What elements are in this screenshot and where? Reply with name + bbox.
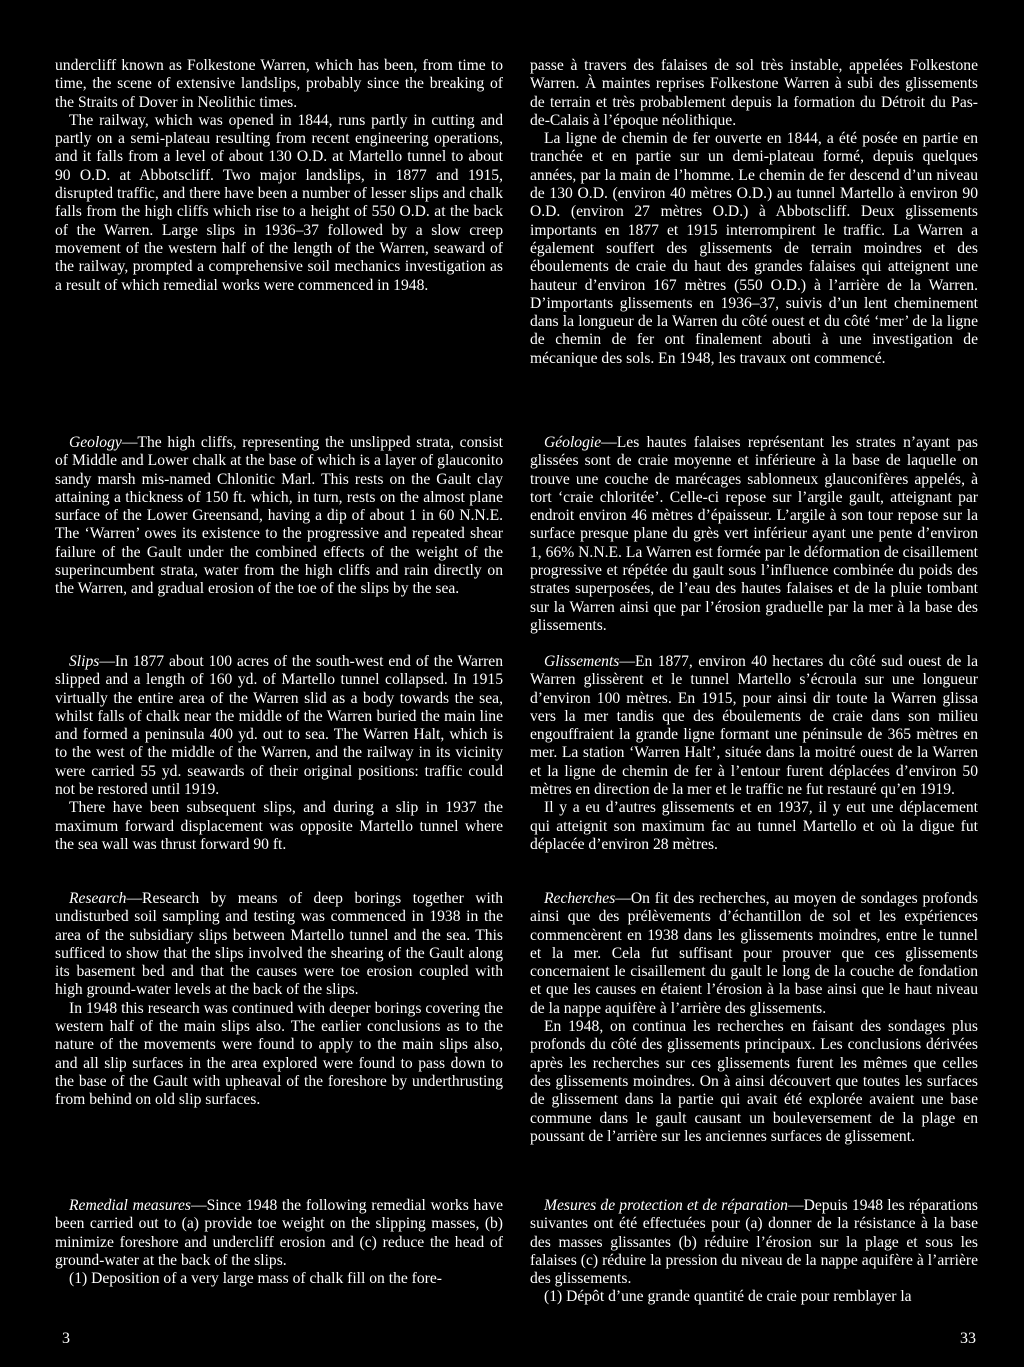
paragraph: Mesures de protection et de réparation—Depuis 1948 les réparations suivantes ont été effectuées pour (a) donner de la résistance à la base des masses glissantes (b) réduire l’érosion sur la plage et sous les falaises (c) réduire la pression du niveau de la nappe aquifère à l’arrière des glissements. [530,1197,978,1288]
section-heading: Glissements [544,653,620,670]
page-number-left: 3 [62,1330,70,1347]
geology-section-en [55,434,503,599]
paragraph: Géologie—Les hautes falaises représentant les strates n’ayant pas glissées sont de craie moyenne et inférieure à la base de laquelle on trouve une couche de marécages sablonneux glauconifères appelés, à tort ‘craie chloritée’. Celle-ci repose sur l’argile gault, atteignant par endroit environ 46 mètres d’épaisseur. L’argile à son tour repose sur la surface presque plane du grès vert inférieur ayant une pente d’environ 1, 66% N.N.E. La Warren est formée par le déformation de cisaillement progressive et répétée du gault sous l’influence combinée du poids des strates superposées, de l’eau des hautes falaises et de la pluie tombant sur la Warren ainsi que par l’érosion graduelle par la mer à la base des glissements. [530,434,978,634]
research-section-fr [530,890,978,1146]
intro-section-fr [530,57,978,368]
slips-section-fr [530,653,978,854]
paragraph: Recherches—On fit des recherches, au moyen de sondages profonds ainsi que des prélèvements d’échantillon de sol et les expériences commencèrent en 1938 dans les glissements moindres, entre le tunnel et la mer. Cela fut suffisant pour prouver que ces glissements concernaient le cisaillement du gault le long de la couche de fondation et que les causes en étaient l’érosion à la base ainsi que le haut niveau de la nappe aquifère à l’arrière des glissements. [530,890,978,1017]
paragraph: Remedial measures—Since 1948 the following remedial works have been carried out to (a) provide toe weight on the slipping masses, (b) minimize foreshore and undercliff erosion and (c) reduce the head of ground-water at the back of the slips. [55,1197,503,1269]
geology-section-fr [530,434,978,635]
section-heading: Research [69,890,127,907]
paragraph: Geology—The high cliffs, representing the unslipped strata, consist of Middle and Lower chalk at the base of which is a layer of glauconito sandy marsh mis-named Chlonitic Marl. This rests on the Gault clay attaining a thickness of 150 ft. which, in turn, rests on the almost plane surface of the Lower Greensand, having a dip of about 1 in 60 N.N.E. The ‘Warren’ owes its existence to the progressive and repeated shear failure of the Gault under the combined effects of the weight of the superincumbent strata, water from the high cliffs and rain directly on the Warren, and gradual erosion of the toe of the slips by the sea. [55,434,503,598]
remedial-section-fr [530,1197,978,1307]
paragraph: En 1948, on continua les recherches en faisant des sondages plus profonds du côté des glissements principaux. Les conclusions dérivées après les recherches sur ces glissements furent les mêmes que celles des glissements moindres. On à ainsi découvert que toutes les surfaces de glissement dans la partie qui avait été explorée avaient une base commune dans le gault causant un bouleversement de la plage en poussant de l’arrière sur les anciennes surfaces de glissement. [530,1018,978,1145]
section-heading: Mesures de protection et de réparation [544,1197,788,1214]
page-number-right: 33 [960,1330,976,1347]
remedial-section-en [55,1197,503,1288]
paragraph: (1) Deposition of a very large mass of chalk fill on the fore- [69,1270,442,1288]
paragraph: undercliff known as Folkestone Warren, which has been, from time to time, the scene of extensive landslips, probably since the breaking of the Straits of Dover in Neolithic times. [55,57,503,111]
paragraph: La ligne de chemin de fer ouverte en 1844, a été posée en partie en tranchée et en partie sur un demi-plateau formé, depuis quelques années, par la main de l’homme. Le chemin de fer descend d’un niveau de 130 O.D. (environ 40 mètres O.D.) au tunnel Martello à environ 90 O.D. (environ 27 mètres O.D.) à Abbotscliff. Deux glissements importants en 1877 et 1915 interrompirent le traffic. La Warren a également souffert des glissements de terrain moindres et des éboulements de craie du haut des grandes falaises qui atteignent une hauteur d’environ 167 mètres (550 O.D.) à l’arrière de la Warren. D’importants glissements en 1936–37, suivis d’un lent cheminement dans la longueur de la Warren du côté ouest et du côté ‘mer’ de la ligne de chemin de fer ont finalement abouti à une investigation de mécanique des sols. En 1948, les travaux ont commencé. [530,130,978,367]
paragraph: In 1948 this research was continued with deeper borings covering the western half of the main slips also. The earlier conclusions as to the nature of the movements were found to apply to the main slips also, and all slip surfaces in the area explored were found to pass down to the base of the Gault with upheaval of the foreshore by underthrusting from behind on old slip surfaces. [55,999,503,1109]
section-heading: Remedial measures [69,1197,192,1214]
paragraph: Research—Research by means of deep borings together with undisturbed soil sampling and testing was commenced in 1938 in the area of the subsidiary slips between Martello tunnel and the sea. This sufficed to show that the slips involved the shearing of the Gault along its basement bed and that the causes were toe erosion coupled with high ground-water levels at the back of the slips. [55,890,503,999]
paragraph: There have been subsequent slips, and during a slip in 1937 the maximum forward displacement was opposite Martello tunnel where the sea wall was thrust forward 90 ft. [55,799,503,853]
section-heading: Geology [69,434,122,451]
section-heading: Slips [69,653,100,670]
paragraph: passe à travers des falaises de sol très instable, appelées Folkestone Warren. À maintes reprises Folkestone Warren à subi des glissements de terrain et très probablement depuis la formation du Détroit du Pas-de-Calais à l’époque néolithique. [530,57,978,129]
paragraph: The railway, which was opened in 1844, runs partly in cutting and partly on a semi-plateau resulting from recent engineering operations, and it falls from a level of about 130 O.D. at Martello tunnel to about 90 O.D. at Abbotscliff. Two major landslips, in 1877 and 1915, disrupted traffic, and there have been a number of lesser slips and chalk falls from the high cliffs which rise to a height of 550 O.D. at the back of the Warren. Large slips in 1936–37 followed by a slow creep movement of the western half of the length of the Warren, seaward of the railway, prompted a comprehensive soil mechanics investigation as a result of which remedial works were commenced in 1948. [55,111,503,294]
paragraph: Glissements—En 1877, environ 40 hectares du côté sud ouest de la Warren glissèrent et le tunnel Martello s’écroula sur une longueur d’environ 100 mètres. En 1915, pour ainsi dir toute la Warren glissa vers la mer tandis que des éboulements de craie dans son milieu engouffraient la grande ligne formant une péninsule de 365 mètres en mer. La station ‘Warren Halt’, située dans la moitré ouest de la Warren et la ligne de chemin de fer à l’entour furent déplacées d’environ 50 mètres en direction de la mer et le traffic ne fut restauré qu’en 1919. [530,653,978,799]
section-heading: Géologie [544,434,602,451]
paragraph: (1) Dépôt d’une grande quantité de craie pour remblayer la [544,1288,912,1306]
intro-section-en [55,57,503,295]
paragraph: Slips—In 1877 about 100 acres of the south-west end of the Warren slipped and a length of 160 yd. of Martello tunnel collapsed. In 1915 virtually the entire area of the Warren slid as a body towards the sea, whilst falls of chalk near the middle of the Warren buried the main line and formed a peninsula 400 yd. out to sea. The Warren Halt, which is to the west of the middle of the Warren, and the railway in its vicinity were carried 55 yd. seawards of their original positions: traffic could not be restored until 1919. [55,653,503,799]
paragraph: Il y a eu d’autres glissements et en 1937, il y eut une déplacement qui atteignit son maximum fac au tunnel Martello et où la digue fut déplacée d’environ 28 mètres. [530,799,978,853]
section-heading: Recherches [544,890,616,907]
research-section-en [55,890,503,1110]
slips-section-en [55,653,503,854]
